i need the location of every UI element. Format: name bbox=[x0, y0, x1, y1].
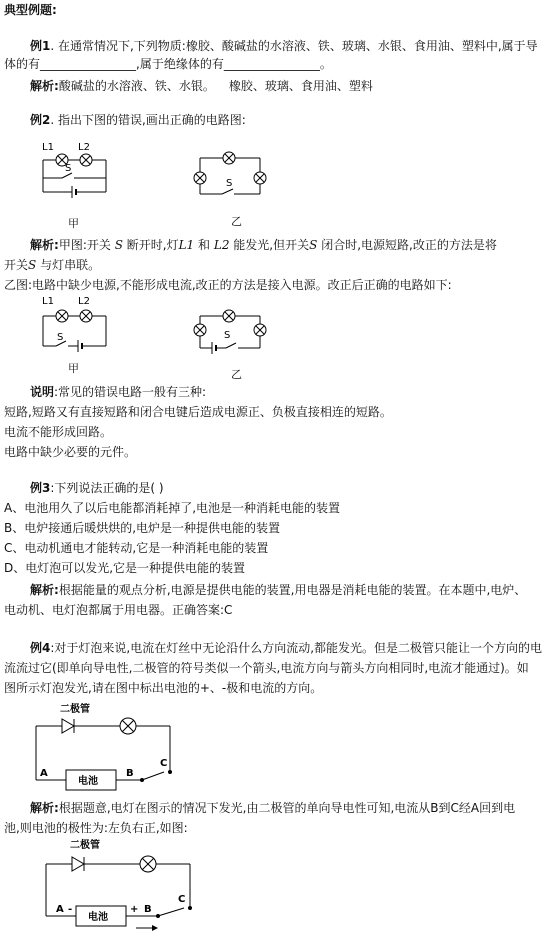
diode-label: 二极管 bbox=[60, 704, 90, 715]
battery-label: 电池 bbox=[78, 776, 98, 787]
symbol-s: S bbox=[28, 258, 37, 272]
ex3-option-a: A、电池用久了以后电能都消耗掉了,电池是一种消耗电能的装置 bbox=[4, 501, 341, 515]
ex4-question-line2: 流流过它(即单向导电性,二极管的符号类似一个箭头,电流方向与箭头方向相同时,电流才能通过)。如 bbox=[4, 661, 529, 675]
node-c-label: C bbox=[178, 894, 186, 905]
ex1-label: 例1 bbox=[30, 39, 51, 53]
ex1-analysis-b: 橡胶、玻璃、食用油、塑料 bbox=[228, 79, 373, 93]
ex2-analysis-text: 甲图:开关 bbox=[58, 238, 111, 252]
ex2-note bbox=[30, 384, 554, 400]
ex1-analysis-label: 解析: bbox=[30, 79, 59, 93]
node-b-label: B bbox=[126, 768, 134, 779]
ex3-analysis-line2: 电动机、电灯泡都属于用电器。正确答案:C bbox=[4, 603, 233, 617]
switch-icon bbox=[226, 343, 236, 348]
ex3-option-c: C、电动机通电才能转动,它是一种消耗电能的装置 bbox=[4, 541, 269, 555]
ex2-analysis-text: 与灯串联。 bbox=[40, 258, 101, 272]
switch-s-label: S bbox=[226, 178, 233, 189]
ex1-analysis bbox=[30, 78, 554, 94]
node-a-label: A bbox=[56, 904, 64, 915]
switch-s-label: S bbox=[57, 332, 64, 343]
ex3-label: 例3 bbox=[30, 481, 51, 495]
switch-s-label: S bbox=[224, 330, 231, 341]
ex2-caption-yi: 乙 bbox=[231, 215, 242, 228]
diode-icon bbox=[62, 719, 74, 733]
ex4-analysis-line2: 池,则电池的极性为:左负右正,如图: bbox=[4, 821, 188, 835]
ex2-label: 例2 bbox=[30, 113, 51, 127]
switch-icon bbox=[222, 189, 233, 194]
battery-label: 电池 bbox=[88, 912, 108, 923]
switch-icon bbox=[142, 772, 164, 780]
ex4-circuit-question bbox=[30, 700, 190, 792]
node-c-label: C bbox=[160, 758, 168, 769]
ex2-analysis-line3: 乙图:电路中缺少电源,不能形成电流,改正的方法是接入电源。改正后正确的电路如下: bbox=[4, 278, 452, 292]
ex2-analysis-text: 开关 bbox=[4, 258, 29, 272]
lamp-l1-label: L1 bbox=[42, 142, 54, 153]
ex3-analysis-text: 根据能量的观点分析,电源是提供电能的装置,用电器是消耗电能的装置。在本题中,电炉、 bbox=[58, 583, 527, 597]
ex2-analysis-label: 解析: bbox=[30, 238, 59, 252]
ex2-note-item-2: 电流不能形成回路。 bbox=[4, 425, 113, 439]
minus-sign: - bbox=[68, 904, 73, 915]
ex2-note-text: :常见的错误电路一般有三种: bbox=[54, 385, 207, 399]
ex4-question-line1 bbox=[30, 640, 554, 656]
ex2-analysis-text: 闭合时,电源短路,改正的方法是将 bbox=[321, 238, 497, 252]
ex2-note-item-1: 短路,短路又有直接短路和闭合电键后造成电源正、负极直接相连的短路。 bbox=[4, 405, 392, 419]
ex4-circuit-answer bbox=[40, 836, 200, 936]
symbol-l1: L1 bbox=[178, 238, 195, 252]
diode-icon bbox=[72, 857, 84, 871]
switch-s-label: S bbox=[65, 163, 72, 174]
ex4-question-line3: 图所示灯泡发光,请在图中标出电池的+、-极和电流的方向。 bbox=[4, 681, 323, 695]
plus-sign: + bbox=[130, 904, 139, 915]
ex4-analysis-line1 bbox=[30, 800, 554, 816]
symbol-s: S bbox=[309, 238, 318, 252]
symbol-s: S bbox=[114, 238, 123, 252]
switch-icon bbox=[158, 908, 184, 916]
ex2-analysis-line2 bbox=[4, 257, 554, 273]
ex4-label: 例4 bbox=[30, 641, 51, 655]
ex3-question-text: :下列说法正确的是( ) bbox=[50, 481, 164, 495]
ex2-circuit-yi-correct bbox=[190, 306, 272, 358]
lamp-l1-label: L1 bbox=[42, 296, 54, 307]
lamp-l2-label: L2 bbox=[78, 296, 90, 307]
ex2-analysis-text: 断开时,灯 bbox=[126, 238, 179, 252]
ex3-option-d: D、电灯泡可以发光,它是一种提供电能的装置 bbox=[4, 561, 246, 575]
lamp-l2-label: L2 bbox=[78, 142, 90, 153]
ex1-question-line1 bbox=[30, 38, 554, 54]
node-a-label: A bbox=[40, 768, 48, 779]
ex2-circuit-jia-correct bbox=[38, 294, 118, 356]
ex3-analysis-label: 解析: bbox=[30, 583, 59, 597]
ex2-analysis-line1 bbox=[30, 237, 554, 253]
ex2-circuit-yi-wrong bbox=[190, 148, 272, 200]
ex3-option-b: B、电炉接通后暖烘烘的,电炉是一种提供电能的装置 bbox=[4, 521, 281, 535]
ex2-question bbox=[30, 112, 554, 128]
ex2-caption-yi-correct: 乙 bbox=[231, 368, 242, 381]
ex4-analysis-label: 解析: bbox=[30, 801, 59, 815]
ex3-analysis-line1 bbox=[30, 582, 554, 598]
ex2-note-item-3: 电路中缺少必要的元件。 bbox=[4, 445, 137, 459]
ex2-question-text: . 指出下图的错误,画出正确的电路图: bbox=[50, 113, 246, 127]
diode-label: 二极管 bbox=[70, 840, 100, 851]
ex4-question-text: :对于灯泡来说,电流在灯丝中无论沿什么方向流动,都能发光。但是二极管只能让一个方向的电 bbox=[50, 641, 543, 655]
symbol-l2: L2 bbox=[213, 238, 230, 252]
ex2-analysis-text: 能发光,但开关 bbox=[233, 238, 310, 252]
ex2-caption-jia-correct: 甲 bbox=[68, 362, 79, 375]
ex2-analysis-text: 和 bbox=[198, 238, 211, 252]
ex1-text1: . 在通常情况下,下列物质:橡胶、酸碱盐的水溶液、铁、玻璃、水银、食用油、塑料中,属于导 bbox=[50, 39, 538, 53]
node-b-label: B bbox=[144, 904, 152, 915]
ex2-circuit-jia-wrong bbox=[38, 140, 118, 202]
ex1-analysis-a: 酸碱盐的水溶液、铁、水银。 bbox=[58, 79, 215, 93]
ex4-analysis-text: 根据题意,电灯在图示的情况下发光,由二极管的单向导电性可知,电流从B到C经A回到电 bbox=[58, 801, 516, 815]
ex2-caption-jia: 甲 bbox=[68, 217, 79, 230]
ex1-question-line2: 体的有________________,属于绝缘体的有________________。 bbox=[4, 57, 332, 71]
ex3-question bbox=[30, 480, 554, 496]
ex2-note-label: 说明 bbox=[30, 385, 55, 399]
page-heading: 典型例题: bbox=[4, 3, 57, 17]
